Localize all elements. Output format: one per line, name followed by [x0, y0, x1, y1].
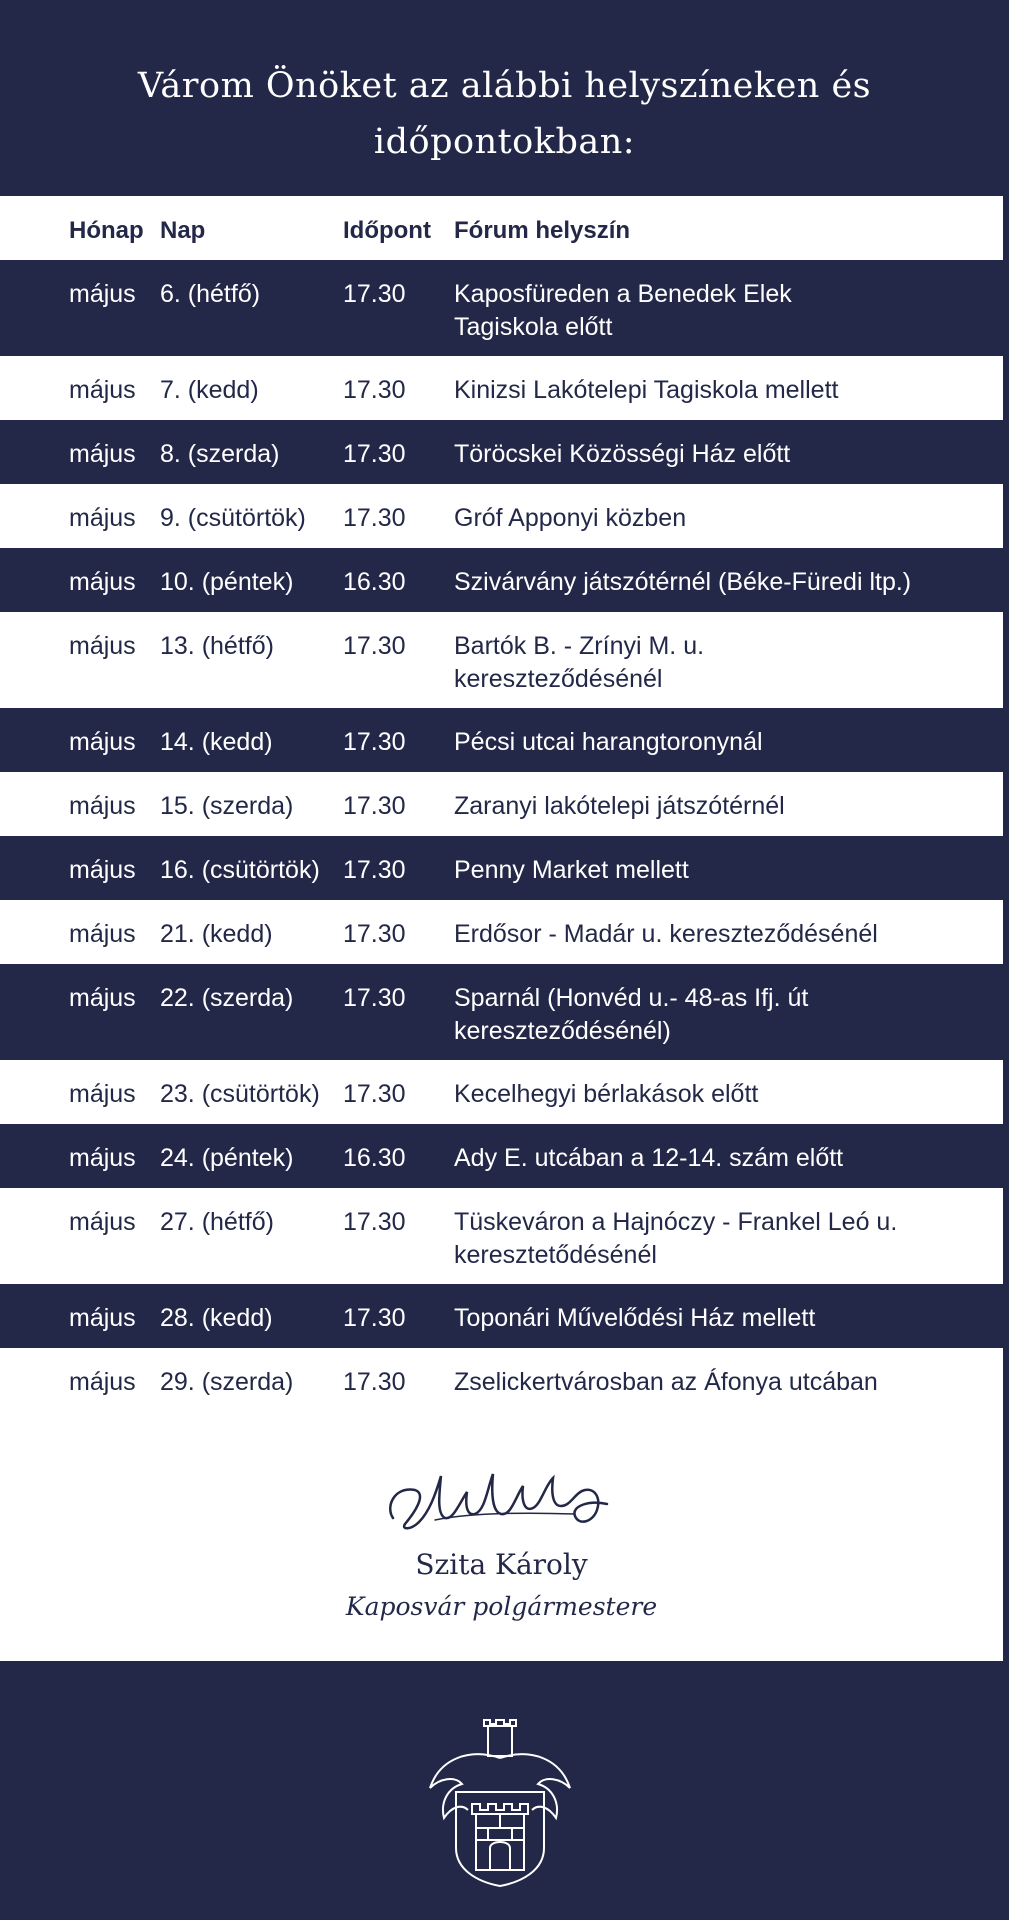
cell-time: 17.30: [343, 280, 406, 308]
signature-icon: [375, 1456, 635, 1546]
cell-day: 9. (csütörtök): [160, 504, 306, 532]
cell-time: 17.30: [343, 1080, 406, 1108]
cell-month: május: [69, 792, 136, 820]
table-row: [0, 900, 1003, 964]
table-row: [0, 1060, 1003, 1124]
cell-location: Töröcskei Közösségi Ház előtt: [454, 440, 791, 468]
cell-time: 17.30: [343, 984, 406, 1012]
cell-day: 6. (hétfő): [160, 280, 261, 308]
cell-location: Gróf Apponyi közben: [454, 504, 687, 532]
header-title-line-1: Várom Önöket az alábbi helyszíneken és: [137, 66, 872, 106]
cell-day: 16. (csütörtök): [160, 856, 320, 884]
coat-of-arms-icon: [410, 1718, 590, 1888]
cell-day: 23. (csütörtök): [160, 1080, 320, 1108]
table-row: [0, 1124, 1003, 1188]
table-row: [0, 260, 1003, 356]
signatory-name: Szita Károly: [415, 1548, 588, 1581]
column-header-month: Hónap: [69, 217, 144, 244]
cell-day: 7. (kedd): [160, 376, 259, 404]
cell-month: május: [69, 280, 136, 308]
cell-time: 16.30: [343, 1144, 406, 1172]
header: [0, 0, 1009, 196]
cell-day: 28. (kedd): [160, 1304, 273, 1332]
cell-location: Zaranyi lakótelepi játszótérnél: [454, 792, 785, 820]
cell-time: 17.30: [343, 632, 406, 660]
cell-month: május: [69, 440, 136, 468]
column-header-time: Időpont: [343, 217, 431, 244]
cell-time: 17.30: [343, 440, 406, 468]
table-row: [0, 772, 1003, 836]
cell-day: 29. (szerda): [160, 1368, 294, 1396]
table-row: [0, 356, 1003, 420]
signatory-role: Kaposvár polgármestere: [345, 1592, 658, 1621]
cell-month: május: [69, 1368, 136, 1396]
cell-location: Tüskeváron a Hajnóczy - Frankel Leó u. keresztetődésénél: [454, 1208, 898, 1269]
cell-location: Kaposfüreden a Benedek Elek Tagiskola előtt: [454, 280, 792, 341]
cell-location: Sparnál (Honvéd u.- 48-as Ifj. út kereszteződésénél): [454, 984, 809, 1045]
cell-month: május: [69, 728, 136, 756]
cell-day: 24. (péntek): [160, 1144, 294, 1172]
cell-location: Ady E. utcában a 12-14. szám előtt: [454, 1144, 844, 1172]
cell-location: Zselickertvárosban az Áfonya utcában: [454, 1368, 878, 1396]
cell-time: 17.30: [343, 728, 406, 756]
cell-location: Toponári Művelődési Ház mellett: [454, 1304, 816, 1332]
table-row: [0, 1188, 1003, 1284]
table-row: [0, 1348, 1003, 1412]
cell-month: május: [69, 1080, 136, 1108]
table-header-row: [0, 196, 1003, 260]
cell-location: Kecelhegyi bérlakások előtt: [454, 1080, 759, 1108]
cell-location: Szivárvány játszótérnél (Béke-Füredi ltp.): [454, 568, 912, 596]
cell-day: 27. (hétfő): [160, 1208, 274, 1236]
table-row: [0, 548, 1003, 612]
cell-location: Penny Market mellett: [454, 856, 689, 884]
table-row: [0, 964, 1003, 1060]
cell-time: 16.30: [343, 568, 406, 596]
table-row: [0, 420, 1003, 484]
cell-time: 17.30: [343, 1304, 406, 1332]
table-row: [0, 612, 1003, 708]
cell-month: május: [69, 856, 136, 884]
cell-location: Bartók B. - Zrínyi M. u. kereszteződésénél: [454, 632, 705, 693]
cell-month: május: [69, 1144, 136, 1172]
cell-day: 14. (kedd): [160, 728, 273, 756]
cell-day: 15. (szerda): [160, 792, 294, 820]
cell-month: május: [69, 1304, 136, 1332]
cell-time: 17.30: [343, 1368, 406, 1396]
column-header-day: Nap: [160, 217, 206, 244]
cell-time: 17.30: [343, 792, 406, 820]
cell-time: 17.30: [343, 856, 406, 884]
table-row: [0, 1284, 1003, 1348]
cell-month: május: [69, 504, 136, 532]
cell-location: Kinizsi Lakótelepi Tagiskola mellett: [454, 376, 839, 404]
cell-day: 22. (szerda): [160, 984, 294, 1012]
table-row: [0, 708, 1003, 772]
cell-time: 17.30: [343, 1208, 406, 1236]
signature-block: [0, 1406, 1003, 1661]
cell-time: 17.30: [343, 376, 406, 404]
cell-month: május: [69, 984, 136, 1012]
cell-month: május: [69, 632, 136, 660]
cell-month: május: [69, 1208, 136, 1236]
cell-month: május: [69, 568, 136, 596]
table-row: [0, 836, 1003, 900]
cell-month: május: [69, 920, 136, 948]
column-header-location: Fórum helyszín: [454, 217, 631, 244]
schedule-table: [0, 196, 1003, 1412]
cell-day: 21. (kedd): [160, 920, 273, 948]
cell-time: 17.30: [343, 504, 406, 532]
header-title-line-2: időpontokban:: [373, 122, 636, 162]
cell-month: május: [69, 376, 136, 404]
cell-location: Erdősor - Madár u. kereszteződésénél: [454, 920, 878, 948]
cell-day: 10. (péntek): [160, 568, 294, 596]
cell-day: 8. (szerda): [160, 440, 280, 468]
table-row: [0, 484, 1003, 548]
cell-day: 13. (hétfő): [160, 632, 274, 660]
cell-location: Pécsi utcai harangtoronynál: [454, 728, 763, 756]
cell-time: 17.30: [343, 920, 406, 948]
